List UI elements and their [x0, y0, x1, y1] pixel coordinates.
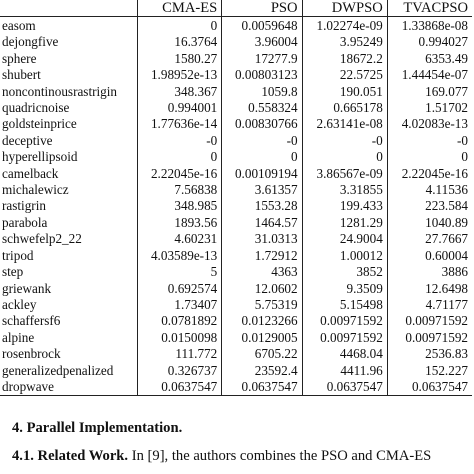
table-row — [0, 166, 472, 182]
table-row — [0, 34, 472, 50]
cell-pso: 1059.8 — [222, 84, 302, 100]
cell-tvacpso: 223.584 — [425, 198, 468, 214]
cell-function: dejongfive — [0, 34, 137, 50]
table-row — [0, 313, 472, 329]
cell-function: tripod — [0, 248, 137, 264]
cell-function: michalewicz — [0, 182, 137, 198]
header-tvacpso: TVACPSO — [403, 0, 468, 16]
cell-dwpso: 0 — [302, 149, 387, 165]
cell-dwpso: 0.665178 — [302, 100, 387, 116]
cell-dwpso: 0.0637547 — [302, 379, 387, 396]
header-dwpso: DWPSO — [302, 0, 387, 17]
cell-cma-es: 1.73407 — [137, 297, 222, 313]
cell-function: griewank — [0, 281, 137, 297]
cell-dwpso: 3.86567e-09 — [302, 166, 387, 182]
cell-cma-es: 16.3764 — [137, 34, 222, 50]
cell-dwpso: 22.5725 — [302, 67, 387, 83]
table-row — [0, 379, 472, 396]
cell-pso: 12.0602 — [222, 281, 302, 297]
cell-tvacpso: 12.6498 — [425, 280, 468, 296]
cell-cma-es: 0.0781892 — [137, 313, 222, 329]
cell-pso: 6705.22 — [222, 346, 302, 362]
cell-dwpso: 3.95249 — [302, 34, 387, 50]
cell-cma-es: 4.03589e-13 — [137, 248, 222, 264]
table-row — [0, 84, 472, 100]
cell-pso: 0.0123266 — [222, 313, 302, 329]
cell-dwpso: -0 — [302, 133, 387, 149]
cell-function: sphere — [0, 51, 137, 67]
cell-cma-es: -0 — [137, 133, 222, 149]
header-pso: PSO — [222, 0, 302, 17]
cell-dwpso: 1.00012 — [302, 248, 387, 264]
cell-dwpso: 18672.2 — [302, 51, 387, 67]
cell-function: parabola — [0, 215, 137, 231]
cell-dwpso: 0.00971592 — [302, 313, 387, 329]
table-row — [0, 231, 472, 247]
cell-dwpso: 3.31855 — [302, 182, 387, 198]
cell-pso: 1.72912 — [222, 248, 302, 264]
table-row — [0, 182, 472, 198]
cell-pso: 0.0637547 — [222, 379, 302, 396]
table-row — [0, 281, 472, 297]
cell-pso: 0 — [222, 149, 302, 165]
cell-tvacpso: 169.077 — [425, 83, 468, 99]
cell-pso: 0.558324 — [222, 100, 302, 116]
cell-tvacpso: 0 — [461, 149, 468, 165]
cell-pso: 4363 — [222, 264, 302, 280]
cell-tvacpso: 0.00971592 — [405, 313, 468, 329]
cell-pso: 17277.9 — [222, 51, 302, 67]
table-row — [0, 363, 472, 379]
cell-cma-es: 7.56838 — [137, 182, 222, 198]
cell-tvacpso: 1.44454e-07 — [401, 67, 468, 83]
cell-dwpso: 9.3509 — [302, 281, 387, 297]
cell-function: dropwave — [0, 379, 137, 396]
cell-dwpso: 5.15498 — [302, 297, 387, 313]
cell-tvacpso: 6353.49 — [425, 50, 468, 66]
cell-cma-es: 0.994001 — [137, 100, 222, 116]
cell-dwpso: 0.00971592 — [302, 330, 387, 346]
cell-tvacpso: 0.00971592 — [405, 329, 468, 345]
cell-cma-es: 1.98952e-13 — [137, 67, 222, 83]
cell-function: shubert — [0, 67, 137, 83]
cell-cma-es: 0.326737 — [137, 363, 222, 379]
table-row — [0, 51, 472, 67]
cell-tvacpso: 4.02083e-13 — [401, 116, 468, 132]
cell-tvacpso: -0 — [457, 132, 468, 148]
cell-cma-es: 111.772 — [137, 346, 222, 362]
cell-function: generalizedpenalized — [0, 363, 137, 379]
cell-cma-es: 0.692574 — [137, 281, 222, 297]
cell-function: schwefelp2_22 — [0, 231, 137, 247]
cell-cma-es: 5 — [137, 264, 222, 280]
cell-dwpso: 190.051 — [302, 84, 387, 100]
subsection-text: In [9], the authors combines the PSO and CMA-ES — [128, 448, 432, 464]
cell-tvacpso: 0.60004 — [425, 247, 468, 263]
table-row — [0, 264, 472, 280]
cell-function: rosenbrock — [0, 346, 137, 362]
cell-pso: 31.0313 — [222, 231, 302, 247]
table-body — [0, 17, 472, 396]
cell-pso: 0.00803123 — [222, 67, 302, 83]
cell-tvacpso: 2.22045e-16 — [401, 165, 468, 181]
header-function — [0, 0, 137, 17]
cell-cma-es: 348.367 — [137, 84, 222, 100]
cell-function: alpine — [0, 330, 137, 346]
cell-dwpso: 199.433 — [302, 198, 387, 214]
cell-tvacpso: 1.33868e-08 — [401, 18, 468, 33]
subsection-label: 4.1. Related Work. — [12, 448, 129, 464]
table-row — [0, 116, 472, 132]
cell-dwpso: 1281.29 — [302, 215, 387, 231]
table-row — [0, 133, 472, 149]
cell-dwpso: 4411.96 — [302, 363, 387, 379]
header-cma-es: CMA-ES — [137, 0, 222, 17]
cell-cma-es: 348.985 — [137, 198, 222, 214]
cell-tvacpso: 3886 — [441, 264, 468, 280]
cell-function: goldsteinprice — [0, 116, 137, 132]
cell-tvacpso: 27.7667 — [425, 231, 468, 247]
table-row — [0, 330, 472, 346]
cell-tvacpso: 0.0637547 — [411, 378, 468, 394]
table-row — [0, 297, 472, 313]
table-row — [0, 17, 472, 35]
cell-cma-es: 4.60231 — [137, 231, 222, 247]
cell-pso: 0.0129005 — [222, 330, 302, 346]
cell-dwpso: 4468.04 — [302, 346, 387, 362]
table-row — [0, 149, 472, 165]
table-row — [0, 67, 472, 83]
cell-cma-es: 2.22045e-16 — [137, 166, 222, 182]
cell-dwpso: 1.02274e-09 — [302, 17, 387, 35]
table-row — [0, 215, 472, 231]
cell-tvacpso: 2536.83 — [425, 346, 468, 362]
cell-tvacpso: 0.994027 — [418, 34, 468, 50]
section-heading: 4. Parallel Implementation. — [12, 420, 183, 436]
cell-function: camelback — [0, 166, 137, 182]
cell-pso: 1553.28 — [222, 198, 302, 214]
cell-function: easom — [0, 17, 137, 35]
cell-tvacpso: 1.51702 — [425, 100, 468, 116]
subsection-line — [12, 448, 431, 465]
table-header-row — [0, 0, 472, 17]
table-row — [0, 346, 472, 362]
table-row — [0, 100, 472, 116]
cell-pso: 5.75319 — [222, 297, 302, 313]
cell-function: deceptive — [0, 133, 137, 149]
cell-tvacpso: 1040.89 — [425, 214, 468, 230]
cell-cma-es: 0 — [137, 17, 222, 35]
cell-cma-es: 1893.56 — [137, 215, 222, 231]
table-row — [0, 248, 472, 264]
cell-dwpso: 2.63141e-08 — [302, 116, 387, 132]
cell-function: rastigrin — [0, 198, 137, 214]
cell-pso: 0.00109194 — [222, 166, 302, 182]
cell-pso: 3.96004 — [222, 34, 302, 50]
cell-function: schaffersf6 — [0, 313, 137, 329]
cell-function: ackley — [0, 297, 137, 313]
cell-pso: 23592.4 — [222, 363, 302, 379]
cell-pso: 0.0059648 — [222, 17, 302, 35]
cell-cma-es: 1.77636e-14 — [137, 116, 222, 132]
cell-function: noncontinousrastrigin — [0, 84, 137, 100]
cell-tvacpso: 152.227 — [425, 362, 468, 378]
cell-cma-es: 1580.27 — [137, 51, 222, 67]
cell-tvacpso: 4.11536 — [425, 182, 468, 198]
cell-dwpso: 24.9004 — [302, 231, 387, 247]
cell-pso: -0 — [222, 133, 302, 149]
cell-tvacpso: 4.71177 — [425, 296, 468, 312]
cell-pso: 3.61357 — [222, 182, 302, 198]
cell-cma-es: 0 — [137, 149, 222, 165]
cell-function: hyperellipsoid — [0, 149, 137, 165]
cell-pso: 0.00830766 — [222, 116, 302, 132]
cell-cma-es: 0.0637547 — [137, 379, 222, 396]
cell-function: step — [0, 264, 137, 280]
cell-pso: 1464.57 — [222, 215, 302, 231]
cell-cma-es: 0.0150098 — [137, 330, 222, 346]
table-row — [0, 198, 472, 214]
cell-function: quadricnoise — [0, 100, 137, 116]
cell-dwpso: 3852 — [302, 264, 387, 280]
